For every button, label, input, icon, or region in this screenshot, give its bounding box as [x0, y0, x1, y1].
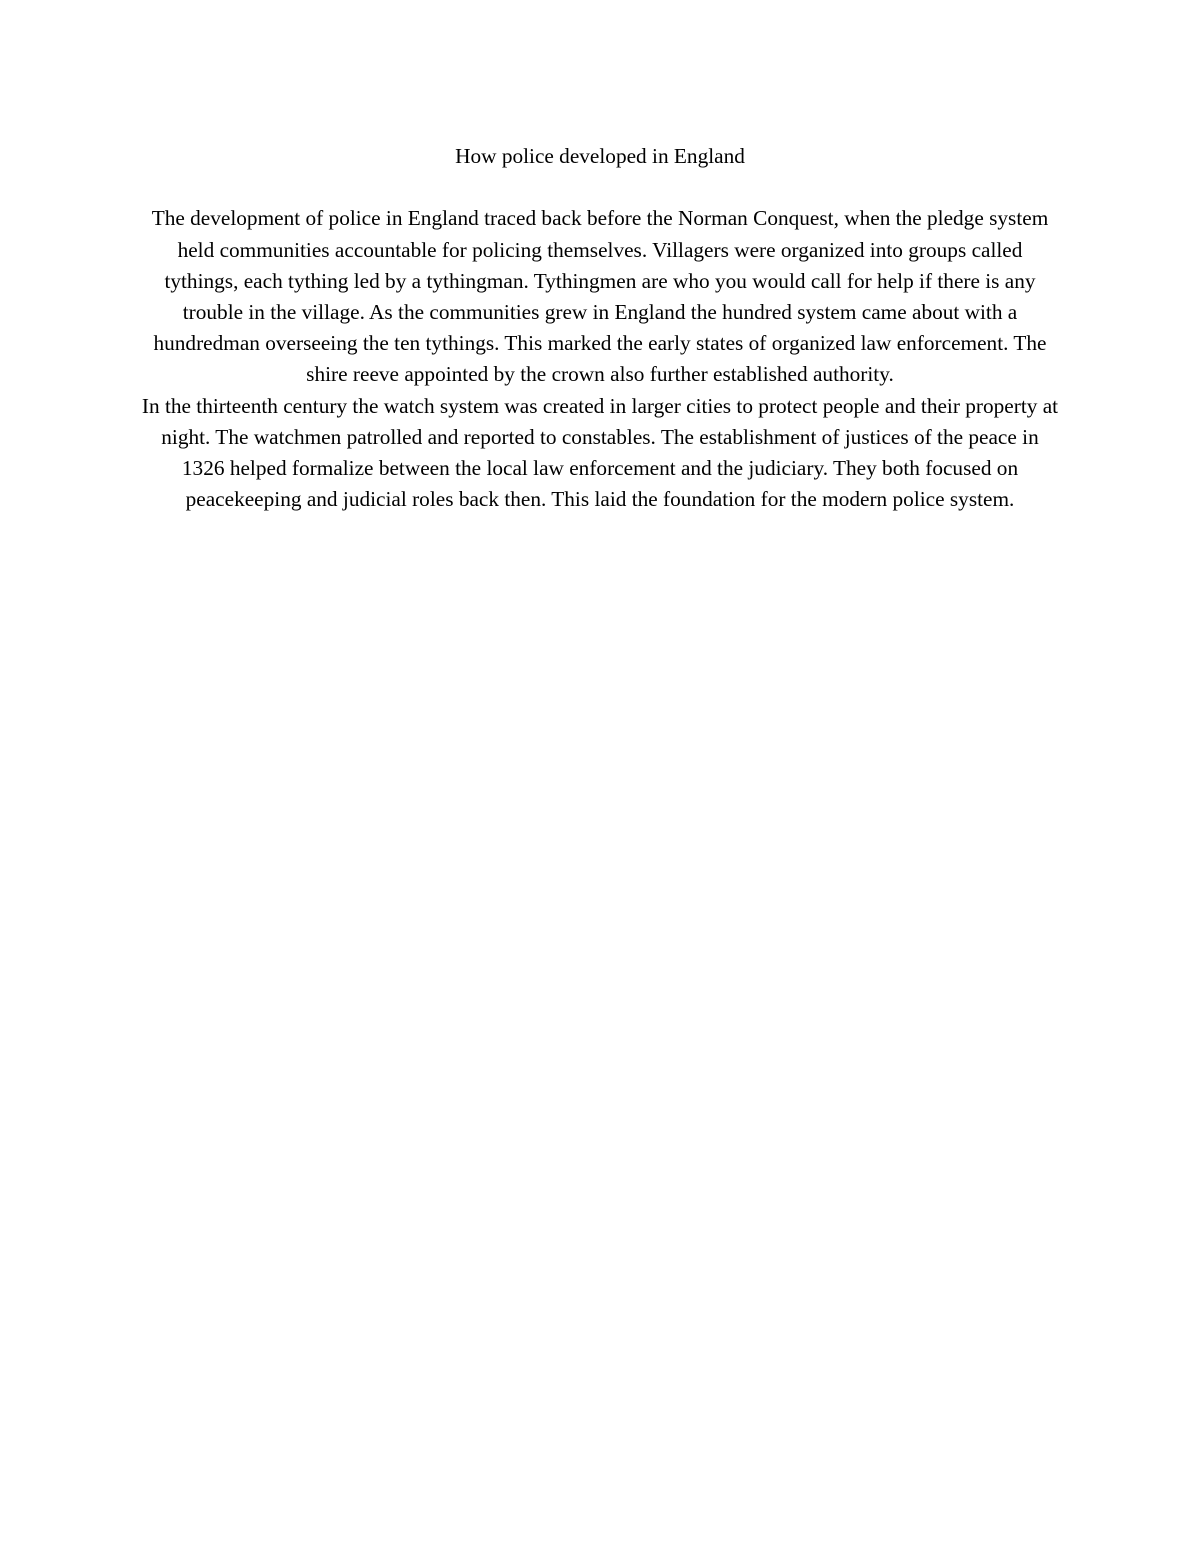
- paragraph-watch-system: In the thirteenth century the watch system was created in larger cities to protect people and their property at night. The watchmen patrolled and reported to constables. The establishment of justices of the peace in 1326 helped formalize between the local law enforcement and the judiciary. They both focused on peacekeeping and judicial roles back then. This laid the foundation for the modern police system.: [141, 393, 1059, 512]
- document-body: [140, 141, 1060, 515]
- document-title: How police developed in England: [455, 144, 745, 168]
- blank-line: [140, 172, 1060, 203]
- paragraph-pledge-system: The development of police in England traced back before the Norman Conquest, when the pledge system held communities accountable for policing themselves. Villagers were organized into groups called tythings, each tything led by a tythingman. Tythingmen are who you would call for help if there is any trouble in the village. As the communities grew in England the hundred system came about with a hundredman overseeing the ten tythings. This marked the early states of organized law enforcement. The shire reeve appointed by the crown also further established authority.: [151, 206, 1049, 387]
